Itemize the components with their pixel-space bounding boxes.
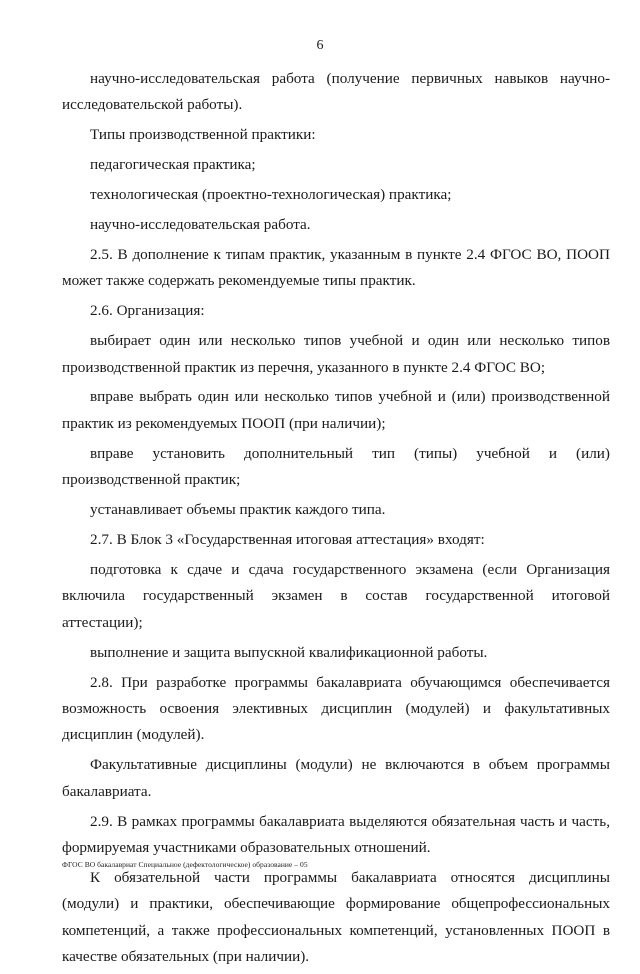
paragraph: Типы производственной практики: — [90, 126, 316, 144]
paragraph: 2.5. В дополнение к типам практик, указанным в пункте 2.4 ФГОС ВО, ПООП может также содержать рекомендуемые типы практик. — [62, 245, 610, 290]
paragraph: 2.8. При разработке программы бакалавриата обучающимся обеспечивается возможность освоения элективных дисциплин (модулей) и факультативных дисциплин (модулей). — [62, 673, 610, 744]
paragraph: 2.7. В Блок 3 «Государственная итоговая аттестация» входят: — [90, 531, 485, 548]
document-body — [62, 66, 610, 974]
paragraph: 2.6. Организация: — [90, 302, 205, 320]
paragraph: выбирает один или несколько типов учебной и один или несколько типов производственной практик из перечня, указанного в пункте 2.4 ФГОС ВО; — [62, 332, 610, 376]
paragraph: выполнение и защита выпускной квалификационной работы. — [90, 643, 488, 661]
paragraph: педагогическая практика; — [90, 156, 256, 174]
page-number: 6 — [316, 38, 324, 53]
paragraph: Факультативные дисциплины (модули) не включаются в объем программы бакалавриата. — [62, 756, 610, 800]
paragraph: научно-исследовательская работа. — [90, 216, 311, 234]
paragraph: научно-исследовательская работа (получение первичных навыков научно-исследовательской работы). — [62, 70, 610, 114]
paragraph: 2.9. В рамках программы бакалавриата выделяются обязательная часть и часть, формируемая участниками образовательных отношений. — [62, 812, 610, 856]
paragraph: К обязательной части программы бакалавриата относятся дисциплины (модули) и практики, обеспечивающие формирование общепрофессиональных компетенций, а также профессиональных компетенций, установленных ПООП в качестве обязательных (при наличии). — [62, 868, 610, 966]
paragraph: устанавливает объемы практик каждого типа. — [90, 501, 386, 519]
document-footer: ФГОС ВО бакалавриат Специальное (дефектологическое) образование – 05 — [62, 860, 308, 869]
paragraph: вправе установить дополнительный тип (типы) учебной и (или) производственной практик; — [62, 444, 610, 489]
paragraph: технологическая (проектно-технологическая) практика; — [90, 186, 452, 204]
paragraph: подготовка к сдаче и сдача государственного экзамена (если Организация включила государственный экзамен в состав государственной итоговой аттестации); — [62, 560, 610, 631]
paragraph: вправе выбрать один или несколько типов учебной и (или) производственной практик из рекомендуемых ПООП (при наличии); — [62, 388, 610, 432]
